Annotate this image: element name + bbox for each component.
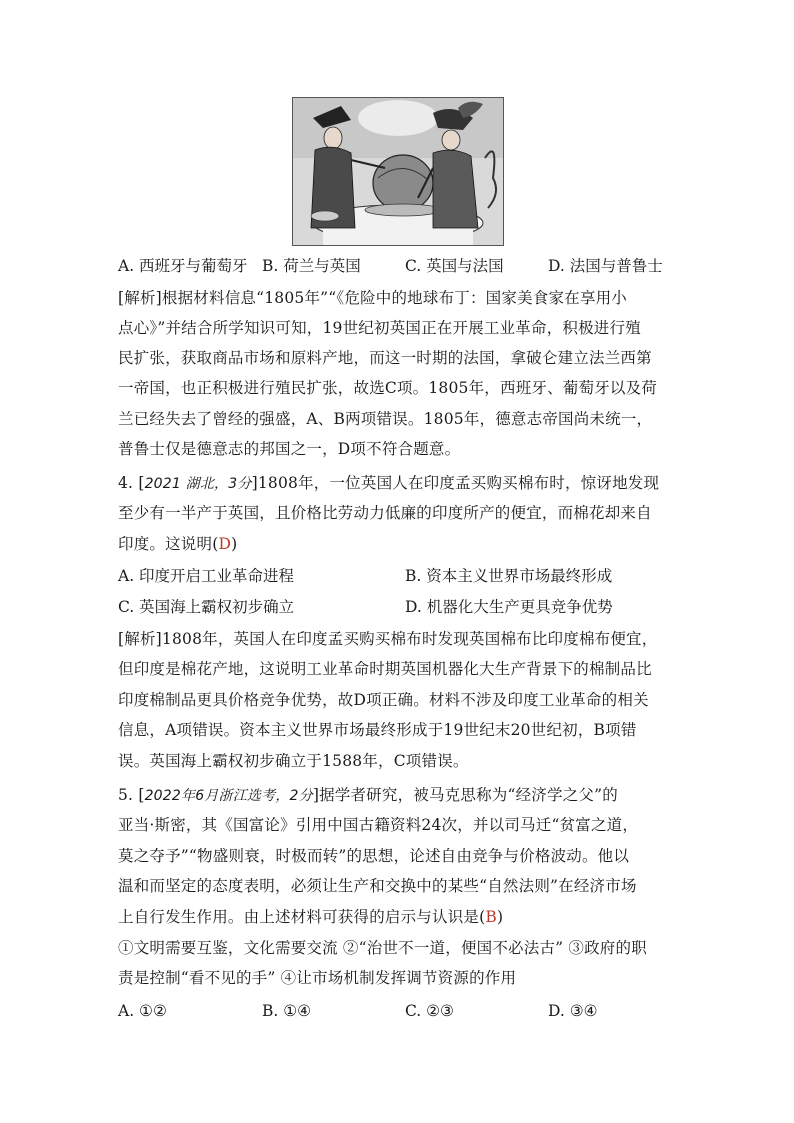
q4-number: 4. [ <box>118 474 145 492</box>
q5-number: 5. [ <box>118 786 145 804</box>
q4-option-a: A. 印度开启工业革命进程 <box>118 567 295 585</box>
q5-stem-line-1 <box>118 785 678 806</box>
q5-stem-line-2: 亚当·斯密，其《国富论》引用中国古籍资料24次，并以司马迁“贫富之道， <box>118 816 639 834</box>
q5-source: 2022年6月浙江选考，2分 <box>144 788 313 804</box>
q4-source: 2021 湖北，3分 <box>144 476 252 492</box>
q4-option-b: B. 资本主义世界市场最终形成 <box>405 567 613 585</box>
q5-stem-line-5 <box>118 907 678 927</box>
q4-stem-line-1 <box>118 473 678 494</box>
q5-stem-line-4: 温和而坚定的态度表明，必须让生产和交换中的某些“自然法则”在经济市场 <box>118 877 637 895</box>
q3-analysis-line-4: 一帝国，也正积极进行殖民扩张，故选C项。1805年，西班牙、葡萄牙以及荷 <box>118 379 658 397</box>
q4-analysis-line-2: 但印度是棉花产地，这说明工业革命时期英国机器化大生产背景下的棉制品比 <box>118 660 652 678</box>
q4-stem-close: ) <box>231 535 238 553</box>
q4-answer: D <box>218 535 232 553</box>
q3-analysis-line-6: 普鲁士仅是德意志的邦国之一，D项不符合题意。 <box>118 440 461 458</box>
q4-analysis-line-4: 信息，A项错误。资本主义世界市场最终形成于19世纪末20世纪初，B项错 <box>118 721 637 739</box>
q5-stem-line-3: 莫之夺予”“物盛则衰，时极而转”的思想，论述自由竞争与价格波动。他以 <box>118 847 630 865</box>
q4-stem-line-2: 至少有一半产于英国，且价格比劳动力低廉的印度所产的便宜，而棉花却来自 <box>118 504 652 522</box>
q5-option-d: D. ③④ <box>548 1002 598 1020</box>
q4-stem-prompt: 印度。这说明( <box>118 535 219 553</box>
q5-answer: B <box>485 908 497 926</box>
q5-option-b: B. ①④ <box>262 1002 312 1020</box>
q5-stem-rest: ]据学者研究，被马克思称为“经济学之父”的 <box>312 786 618 804</box>
q5-option-c: C. ②③ <box>405 1002 454 1020</box>
q3-analysis-line-3: 民扩张，获取商品市场和原料产地，而这一时期的法国，拿破仑建立法兰西第 <box>118 349 652 367</box>
q5-statements-line-2: 责是控制“看不见的手” ④让市场机制发挥调节资源的作用 <box>118 969 517 987</box>
q3-option-b: B. 荷兰与英国 <box>262 257 361 275</box>
q5-stem-close: ) <box>496 908 504 926</box>
q3-analysis-line-2: 点心》”并结合所学知识可知，19世纪初英国正在开展工业革命，积极进行殖 <box>118 319 641 337</box>
q5-statements-line-1: ①文明需要互鉴，文化需要交流 ②“治世不一道，便国不必法古” ③政府的职 <box>118 939 647 957</box>
q4-option-d: D. 机器化大生产更具竞争优势 <box>405 598 613 616</box>
q4-analysis-line-1: [解析]1808年，英国人在印度孟买购买棉布时发现英国棉布比印度棉布便宜， <box>118 630 658 648</box>
q5-option-a: A. ①② <box>118 1002 167 1020</box>
q3-option-a: A. 西班牙与葡萄牙 <box>118 257 248 275</box>
q3-option-d: D. 法国与普鲁士 <box>548 257 663 275</box>
q3-analysis-line-5: 兰已经失去了曾经的强盛，A、B两项错误。1805年，德意志帝国尚未统一， <box>118 410 653 428</box>
q4-analysis-line-3: 印度棉制品更具价格竞争优势，故D项正确。材料不涉及印度工业革命的相关 <box>118 691 649 709</box>
q4-analysis-line-5: 误。英国海上霸权初步确立于1588年，C项错误。 <box>118 752 469 770</box>
q4-stem-rest: ]1808年，一位英国人在印度孟买购买棉布时，惊讶地发现 <box>251 474 660 492</box>
q4-stem-line-3 <box>118 534 678 554</box>
cartoon-image <box>292 97 504 246</box>
q3-analysis-line-1: [解析]根据材料信息“1805年”“《危险中的地球布丁：国家美食家在享用小 <box>118 289 627 307</box>
q5-stem-prompt: 上自行发生作用。由上述材料可获得的启示与认识是( <box>118 908 486 926</box>
q4-option-c: C. 英国海上霸权初步确立 <box>118 598 295 616</box>
q3-option-c: C. 英国与法国 <box>405 257 504 275</box>
